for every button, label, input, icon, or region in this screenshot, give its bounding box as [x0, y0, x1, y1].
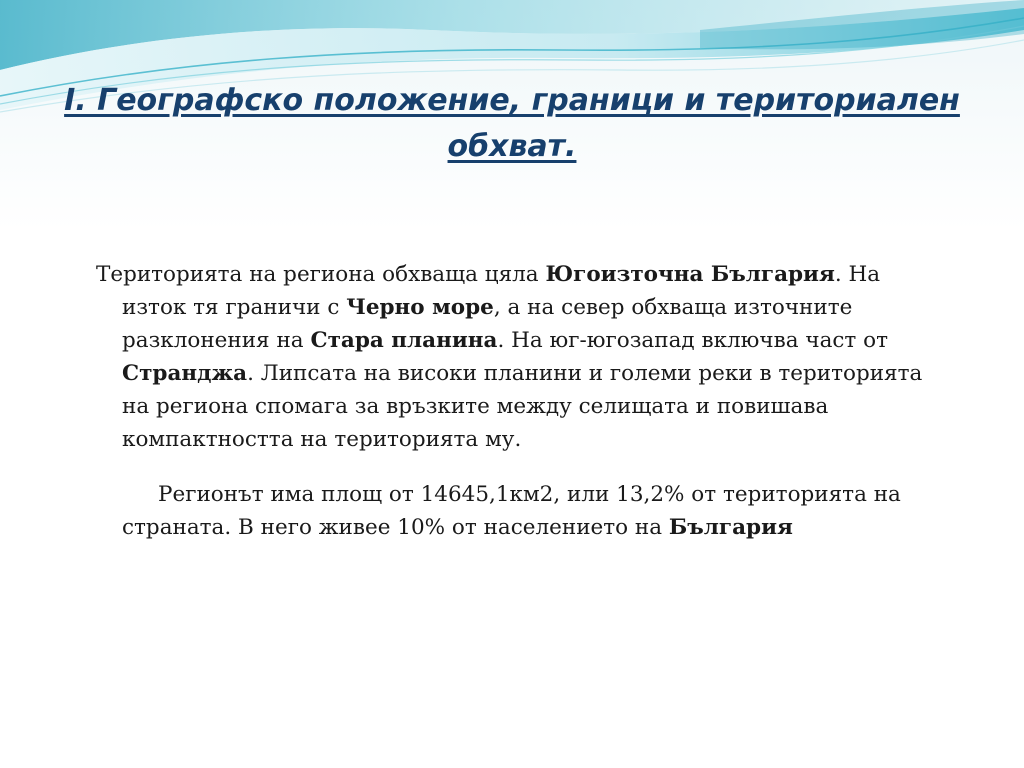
p2-bold-1: България [668, 515, 793, 540]
title-line-1: I. Географско положение, граници и териториален [64, 83, 960, 118]
p1-text-1: Територията на региона обхваща цяла [96, 262, 546, 287]
p1-text-5: . Липсата на високи планини и големи реки в територията на региона спомага за връзките между селищата и повишава компактността на територията му. [122, 361, 923, 452]
slide-title [40, 78, 984, 170]
p1-bold-3: Стара планина [310, 328, 498, 353]
p1-bold-2: Черно море [346, 295, 494, 320]
title-line-2: обхват. [447, 129, 577, 164]
p2-text-1: Регионът има площ от 14645,1км2, или 13,2% от територията на страната. В него живее 10% от населението на [122, 482, 901, 540]
paragraph-1 [96, 258, 946, 456]
slide-body [96, 258, 946, 544]
p1-text-3: , а на север обхваща източните разклонения на [122, 295, 853, 353]
p1-bold-1: Югоизточна България [545, 262, 835, 287]
p1-bold-4: Странджа [122, 361, 248, 386]
p1-text-4: . На юг-югозапад включва част от [497, 328, 888, 353]
p1-text-2: . На изток тя граничи с [122, 262, 881, 320]
paragraph-2 [96, 478, 946, 544]
